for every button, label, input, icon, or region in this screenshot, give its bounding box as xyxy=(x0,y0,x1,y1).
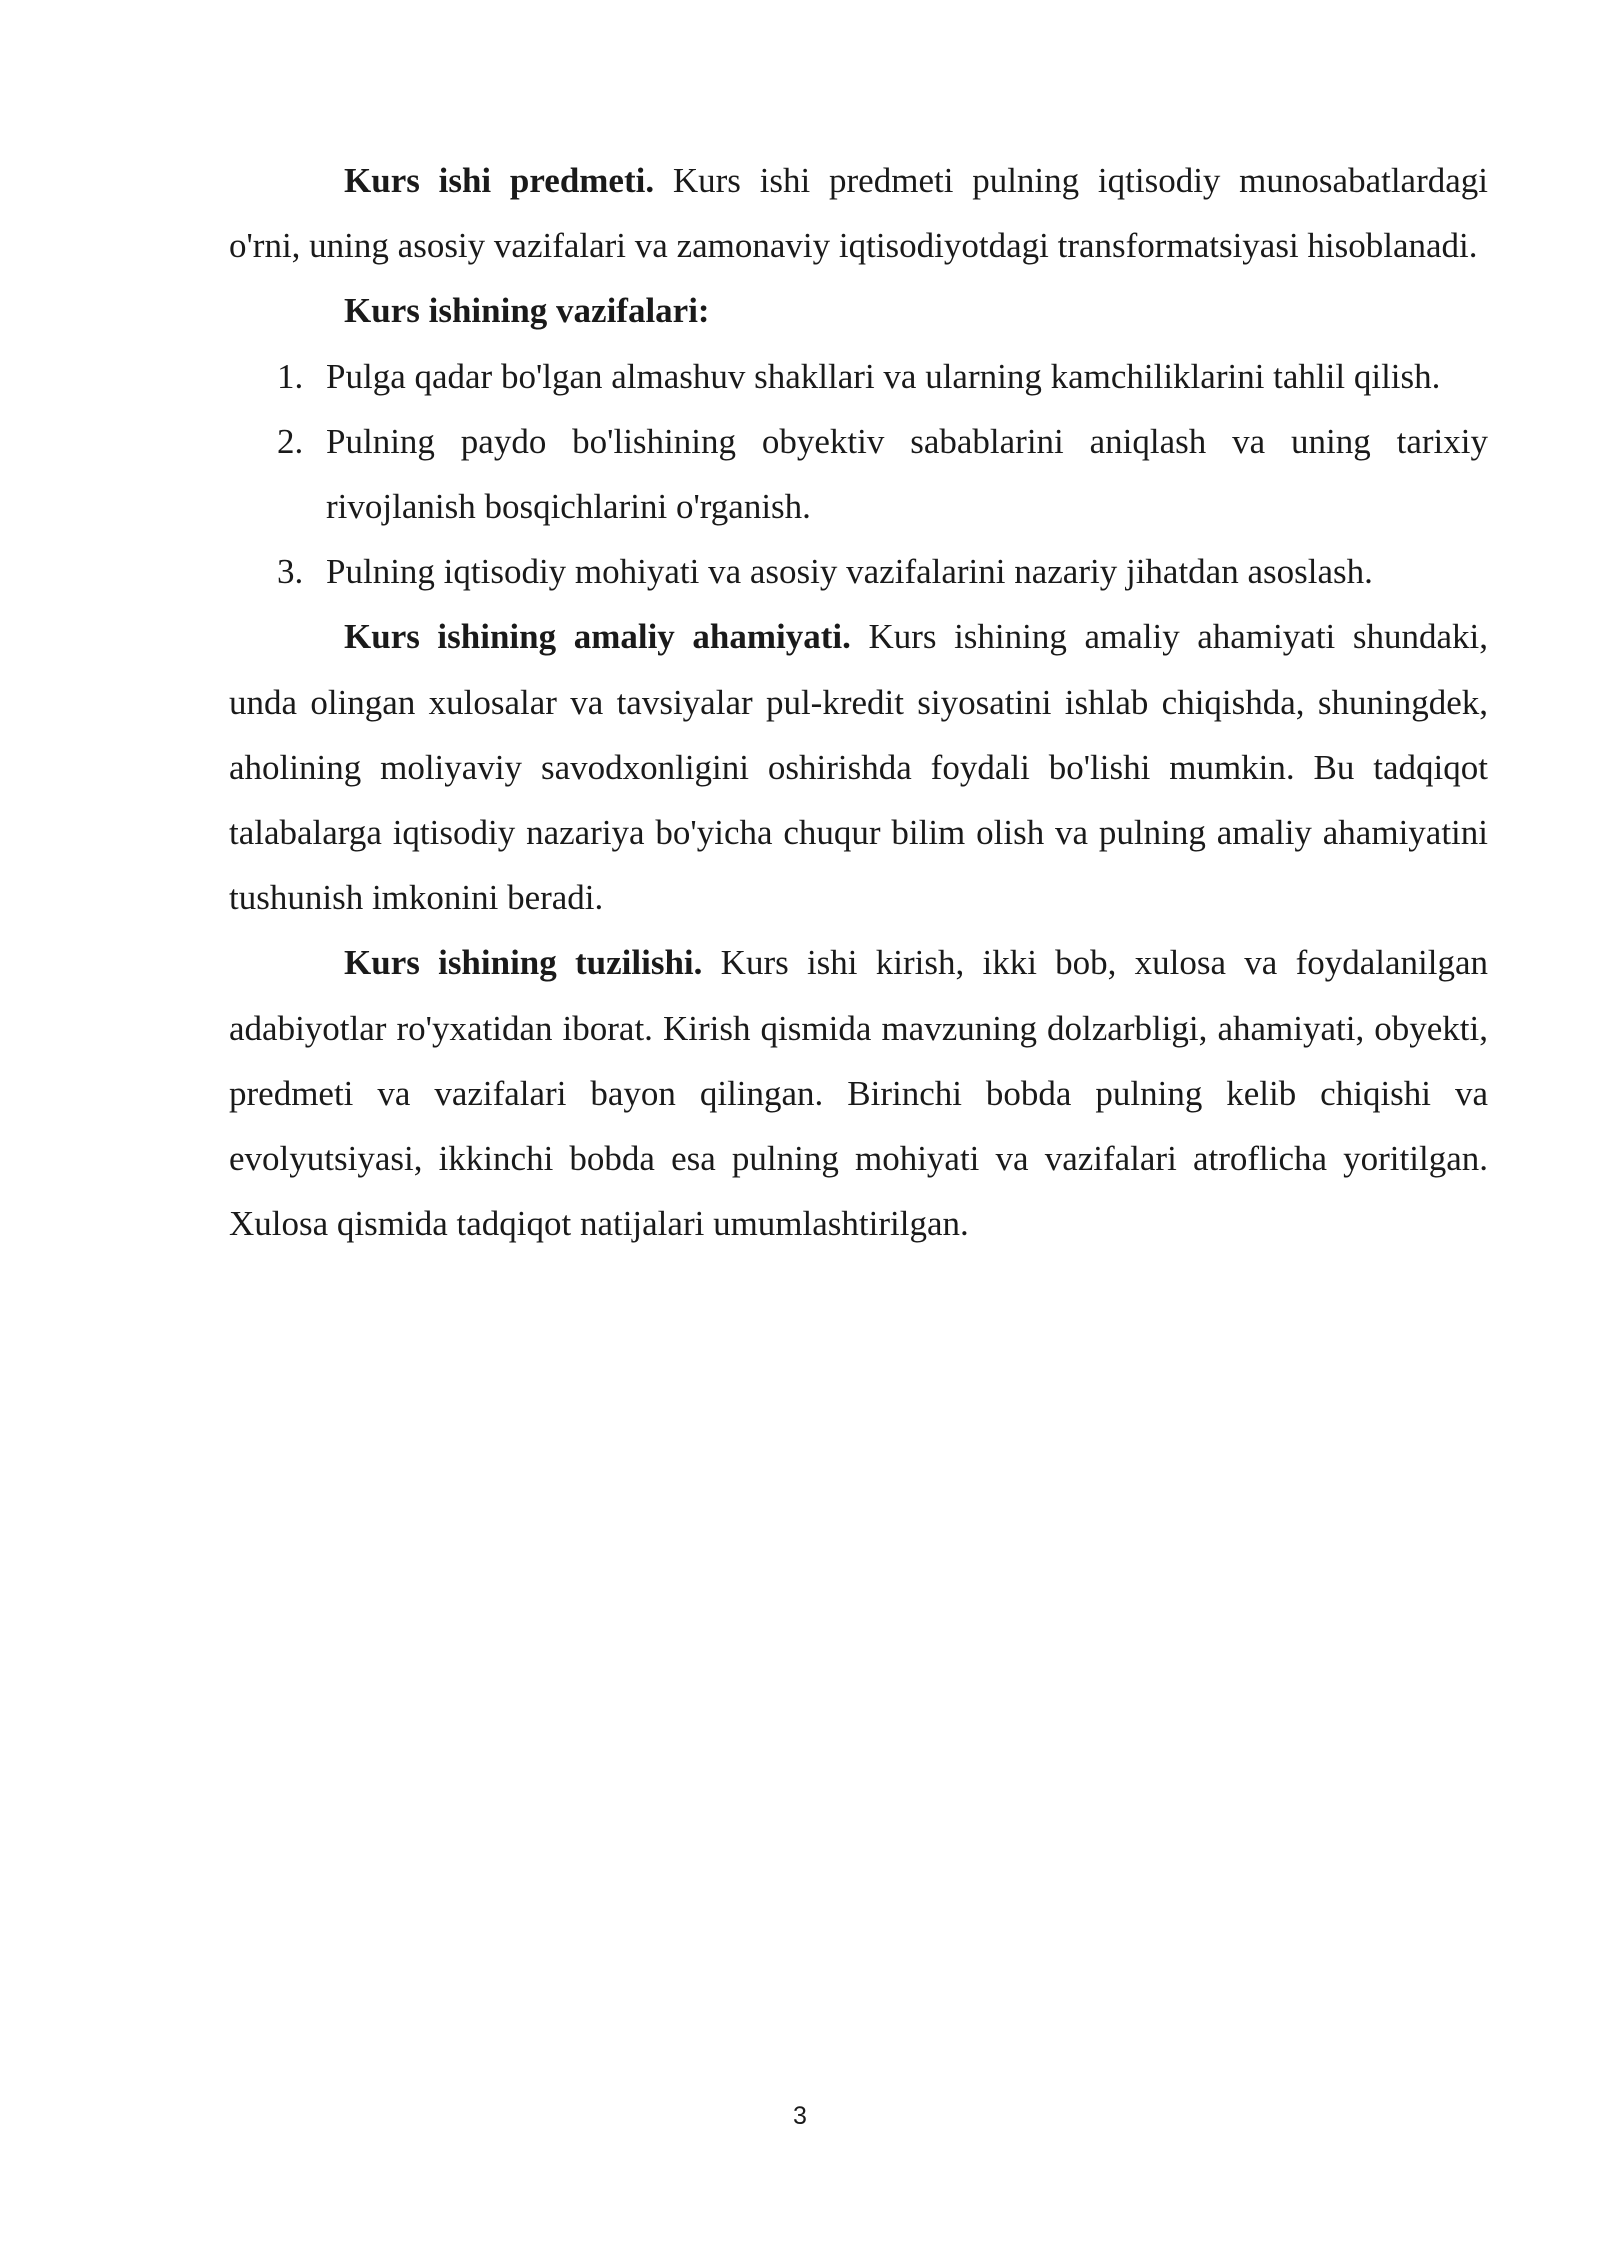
list-item xyxy=(229,344,1488,409)
subject-paragraph xyxy=(229,148,1488,278)
list-item-text: Pulning iqtisodiy mohiyati va asosiy vazifalarini nazariy jihatdan asoslash. xyxy=(326,552,1373,592)
practical-heading: Kurs ishining amaliy ahamiyati. xyxy=(344,617,851,657)
document-page xyxy=(229,148,1488,1256)
list-item-text: Pulning paydo bo'lishining obyektiv sabablarini aniqlash va uning tarixiy rivojlanish bosqichlarini o'rganish. xyxy=(326,421,1488,527)
structure-heading: Kurs ishining tuzilishi. xyxy=(344,943,703,983)
practical-paragraph xyxy=(229,604,1488,930)
list-item-number: 1. xyxy=(277,356,304,396)
list-item-number: 2. xyxy=(277,421,304,461)
subject-text: Kurs ishi predmeti pulning iqtisodiy munosabatlardagi o'rni, uning asosiy vazifalari va zamonaviy iqtisodiyotdagi transformatsiyasi hisoblanadi. xyxy=(229,161,1488,266)
structure-paragraph xyxy=(229,930,1488,1256)
list-item-text: Pulga qadar bo'lgan almashuv shakllari va ularning kamchiliklarini tahlil qilish. xyxy=(326,356,1441,396)
list-item xyxy=(229,409,1488,539)
page-number: 3 xyxy=(793,2102,807,2130)
list-item-number: 3. xyxy=(277,552,304,592)
list-item xyxy=(229,539,1488,604)
structure-text: Kurs ishi kirish, ikki bob, xulosa va foydalanilgan adabiyotlar ro'yxatidan iborat. Kirish qismida mavzuning dolzarbligi, ahamiyati, obyekti, predmeti va vazifalari bayon qilingan. Birinchi bobda pulning kelib chiqishi va evolyutsiyasi, ikkinchi bobda esa pulning mohiyati va vazifalari atroflicha yoritilgan. Xulosa qismida tadqiqot natijalari umumlashtirilgan. xyxy=(229,943,1489,1244)
tasks-list xyxy=(229,344,1488,605)
tasks-heading: Kurs ishining vazifalari: xyxy=(344,291,710,331)
subject-heading: Kurs ishi predmeti. xyxy=(344,161,655,200)
practical-text: Kurs ishining amaliy ahamiyati shundaki, unda olingan xulosalar va tavsiyalar pul-kredit siyosatini ishlab chiqishda, shuningdek, aholining moliyaviy savodxonligini oshirishda foydali bo'lishi mumkin. Bu tadqiqot talabalarga iqtisodiy nazariya bo'yicha chuqur bilim olish va pulning amaliy ahamiyatini tushunish imkonini beradi. xyxy=(229,617,1488,918)
